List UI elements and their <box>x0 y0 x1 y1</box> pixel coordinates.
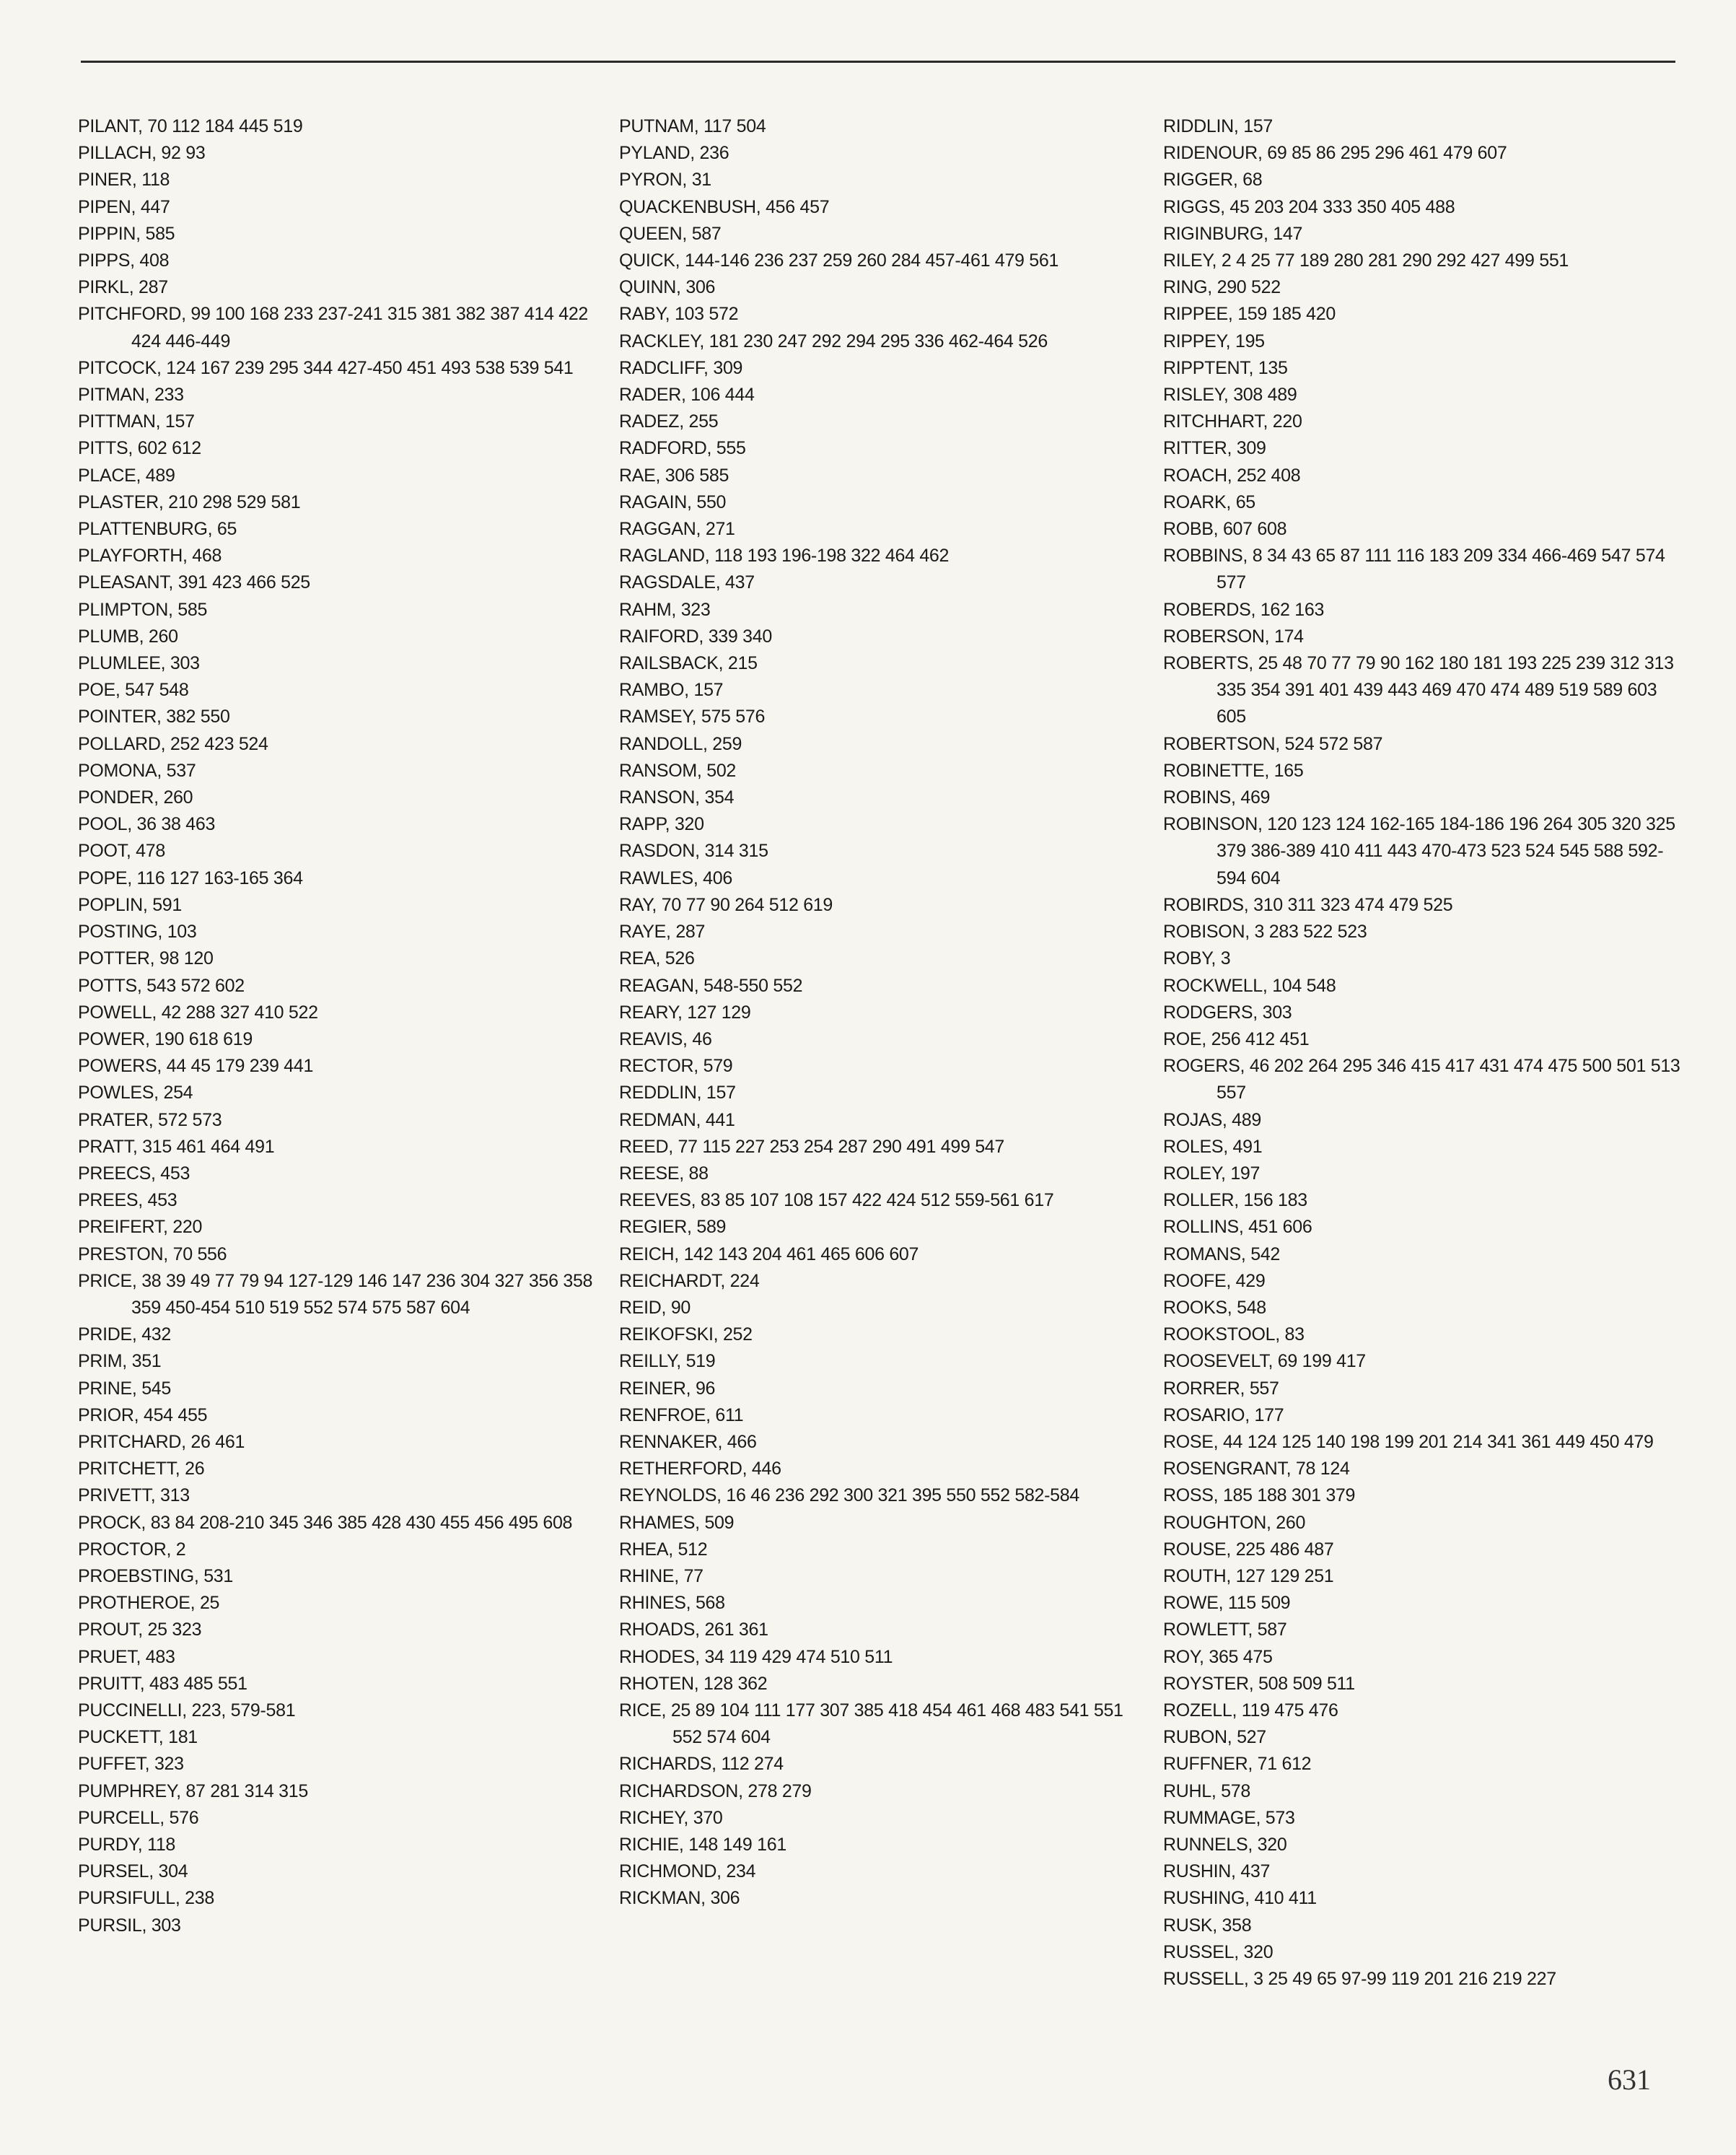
index-entry: RICHEY, 370 <box>619 1807 723 1828</box>
index-entry: PUMPHREY, 87 281 314 315 <box>78 1780 308 1801</box>
index-entry: PLUMLEE, 303 <box>78 653 200 674</box>
index-entry: REYNOLDS, 16 46 236 292 300 321 395 550 552 582-584 <box>619 1485 1079 1506</box>
index-entry: RANDOLL, 259 <box>619 733 742 754</box>
index-entry: PUFFET, 323 <box>78 1754 184 1775</box>
index-entry: PROCTOR, 2 <box>78 1539 186 1560</box>
index-entry: ROUSE, 225 486 487 <box>1163 1539 1334 1560</box>
index-entry: PRIVETT, 313 <box>78 1485 190 1506</box>
index-entry: ROBB, 607 608 <box>1163 519 1287 540</box>
index-entry: RAGSDALE, 437 <box>619 572 755 593</box>
index-entry: ROWE, 115 509 <box>1163 1593 1291 1614</box>
index-column-2 <box>619 113 1153 1913</box>
index-entry: POLLARD, 252 423 524 <box>78 733 268 754</box>
index-entry: POOT, 478 <box>78 841 165 862</box>
index-entry: PREES, 453 <box>78 1190 177 1211</box>
index-entry: RUBON, 527 <box>1163 1727 1266 1748</box>
index-entry: RUSK, 358 <box>1163 1915 1252 1936</box>
index-entry: RAHM, 323 <box>619 599 711 620</box>
index-entry: ROE, 256 412 451 <box>1163 1028 1310 1049</box>
index-entry: REEVES, 83 85 107 108 157 422 424 512 559-561 617 <box>619 1190 1054 1211</box>
index-entry: PIPPIN, 585 <box>78 223 175 244</box>
index-entry: RHINES, 568 <box>619 1593 725 1614</box>
index-entry: ROBERSON, 174 <box>1163 626 1304 647</box>
index-column-3 <box>1163 113 1683 1993</box>
index-entry: RUSSEL, 320 <box>1163 1941 1273 1962</box>
index-entry: PROCK, 83 84 208-210 345 346 385 428 430 455 456 495 608 <box>78 1512 573 1533</box>
index-entry: REGIER, 589 <box>619 1217 727 1238</box>
index-entry: ROOKSTOOL, 83 <box>1163 1324 1305 1345</box>
index-entry: POTTER, 98 120 <box>78 948 214 969</box>
index-entry: REESE, 88 <box>619 1163 709 1184</box>
index-entry: RENNAKER, 466 <box>619 1431 757 1452</box>
index-entry: RECTOR, 579 <box>619 1056 733 1077</box>
index-entry: RICHMOND, 234 <box>619 1861 756 1882</box>
index-entry: RAYE, 287 <box>619 922 706 943</box>
index-entry: REICH, 142 143 204 461 465 606 607 <box>619 1243 919 1264</box>
index-entry: ROSENGRANT, 78 124 <box>1163 1459 1350 1479</box>
index-entry: PITCOCK, 124 167 239 295 344 427-450 451 493 538 539 541 <box>78 357 574 378</box>
index-entry: RUSSELL, 3 25 49 65 97-99 119 201 216 219 227 <box>1163 1969 1556 1990</box>
index-entry: PRIDE, 432 <box>78 1324 172 1345</box>
index-entry: PLASTER, 210 298 529 581 <box>78 491 301 512</box>
index-entry: PURSIFULL, 238 <box>78 1888 214 1909</box>
index-entry: PIPPS, 408 <box>78 250 170 271</box>
index-entry: ROBY, 3 <box>1163 948 1231 969</box>
index-entry: POWELL, 42 288 327 410 522 <box>78 1002 318 1023</box>
index-entry: POMONA, 537 <box>78 760 196 781</box>
index-entry: QUEEN, 587 <box>619 223 722 244</box>
index-entry: RETHERFORD, 446 <box>619 1459 781 1479</box>
index-entry: PLEASANT, 391 423 466 525 <box>78 572 310 593</box>
index-entry: PLUMB, 260 <box>78 626 178 647</box>
index-entry: PUTNAM, 117 504 <box>619 116 766 136</box>
index-entry: ROYSTER, 508 509 511 <box>1163 1673 1355 1694</box>
index-entry: REILLY, 519 <box>619 1351 716 1372</box>
index-entry: RAY, 70 77 90 264 512 619 <box>619 894 833 915</box>
index-entry: POINTER, 382 550 <box>78 707 230 727</box>
index-entry: QUACKENBUSH, 456 457 <box>619 196 830 217</box>
index-entry: ROSE, 44 124 125 140 198 199 201 214 341 361 449 450 479 <box>1163 1431 1654 1452</box>
index-entry: ROUTH, 127 129 251 <box>1163 1565 1334 1586</box>
index-entry: RAE, 306 585 <box>619 465 729 486</box>
index-entry: RICHARDS, 112 274 <box>619 1754 784 1775</box>
index-entry: RHOTEN, 128 362 <box>619 1673 768 1694</box>
index-entry: POE, 547 548 <box>78 680 189 701</box>
index-entry: ROBERDS, 162 163 <box>1163 599 1325 620</box>
index-entry: ROACH, 252 408 <box>1163 465 1301 486</box>
index-entry: REAVIS, 46 <box>619 1028 712 1049</box>
index-entry: PRIM, 351 <box>78 1351 162 1372</box>
index-entry: RHOADS, 261 361 <box>619 1619 768 1640</box>
index-entry: PITTS, 602 612 <box>78 438 201 459</box>
index-entry: REICHARDT, 224 <box>619 1270 760 1291</box>
index-entry: ROOKS, 548 <box>1163 1297 1266 1318</box>
index-entry: PUCCINELLI, 223, 579-581 <box>78 1700 296 1721</box>
page-number: 631 <box>1608 2063 1651 2096</box>
index-entry: POPLIN, 591 <box>78 894 183 915</box>
index-entry: PROUT, 25 323 <box>78 1619 202 1640</box>
index-entry: RANSON, 354 <box>619 787 735 808</box>
index-entry: ROBINETTE, 165 <box>1163 760 1304 781</box>
index-entry: RILEY, 2 4 25 77 189 280 281 290 292 427 499 551 <box>1163 250 1569 271</box>
index-entry: PRINE, 545 <box>78 1378 172 1399</box>
index-entry: RUFFNER, 71 612 <box>1163 1754 1312 1775</box>
index-entry: ROJAS, 489 <box>1163 1109 1261 1130</box>
index-entry: ROZELL, 119 475 476 <box>1163 1700 1338 1721</box>
index-entry: ROBINSON, 120 123 124 162-165 184-186 196 264 305 320 325 379 386-389 410 411 443 470-473 523 524 545 588 592-594 604 <box>1163 814 1675 888</box>
index-entry: ROMANS, 542 <box>1163 1243 1281 1264</box>
index-entry: RORRER, 557 <box>1163 1378 1279 1399</box>
index-entry: PRICE, 38 39 49 77 79 94 127-129 146 147 236 304 327 356 358 359 450-454 510 519 552 574 575 587 604 <box>78 1270 593 1318</box>
index-entry: RICHARDSON, 278 279 <box>619 1780 812 1801</box>
index-entry: PLIMPTON, 585 <box>78 599 208 620</box>
index-entry: PITTMAN, 157 <box>78 411 195 432</box>
index-entry: RHAMES, 509 <box>619 1512 735 1533</box>
index-entry: REDDLIN, 157 <box>619 1083 736 1103</box>
index-entry: RICKMAN, 306 <box>619 1888 740 1909</box>
index-entry: RAIFORD, 339 340 <box>619 626 772 647</box>
index-entry: RIPPEY, 195 <box>1163 331 1265 351</box>
index-entry: ROLLER, 156 183 <box>1163 1190 1307 1211</box>
index-entry: ROOSEVELT, 69 199 417 <box>1163 1351 1366 1372</box>
index-entry: POPE, 116 127 163-165 364 <box>78 867 303 888</box>
index-entry: PINER, 118 <box>78 170 170 191</box>
index-entry: ROY, 365 475 <box>1163 1646 1273 1667</box>
index-entry: REIKOFSKI, 252 <box>619 1324 753 1345</box>
index-entry: RIPPEE, 159 185 420 <box>1163 304 1336 325</box>
index-entry: RASDON, 314 315 <box>619 841 768 862</box>
index-entry: PITMAN, 233 <box>78 385 184 406</box>
index-entry: ROWLETT, 587 <box>1163 1619 1287 1640</box>
index-entry: POTTS, 543 572 602 <box>78 975 245 996</box>
index-entry: RITTER, 309 <box>1163 438 1266 459</box>
index-entry: PRITCHARD, 26 461 <box>78 1431 245 1452</box>
index-entry: RUSHIN, 437 <box>1163 1861 1271 1882</box>
index-entry: PRITCHETT, 26 <box>78 1459 205 1479</box>
index-entry: PLACE, 489 <box>78 465 175 486</box>
index-entry: REAGAN, 548-550 552 <box>619 975 803 996</box>
index-entry: ROGERS, 46 202 264 295 346 415 417 431 474 475 500 501 513 557 <box>1163 1056 1680 1103</box>
index-entry: RUMMAGE, 573 <box>1163 1807 1295 1828</box>
header-rule <box>81 61 1675 63</box>
index-entry: ROBINS, 469 <box>1163 787 1271 808</box>
index-entry: PURSEL, 304 <box>78 1861 188 1882</box>
index-entry: PURCELL, 576 <box>78 1807 199 1828</box>
index-entry: PRESTON, 70 556 <box>78 1243 227 1264</box>
index-entry: PLATTENBURG, 65 <box>78 519 237 540</box>
index-entry: RADFORD, 555 <box>619 438 746 459</box>
index-entry: RHODES, 34 119 429 474 510 511 <box>619 1646 893 1667</box>
index-entry: RUHL, 578 <box>1163 1780 1250 1801</box>
index-entry: ROBISON, 3 283 522 523 <box>1163 922 1367 943</box>
index-entry: RISLEY, 308 489 <box>1163 385 1297 406</box>
index-entry: ROOFE, 429 <box>1163 1270 1266 1291</box>
index-entry: PYRON, 31 <box>619 170 711 191</box>
index-entry: RING, 290 522 <box>1163 277 1281 298</box>
index-entry: RAMBO, 157 <box>619 680 724 701</box>
index-entry: RAILSBACK, 215 <box>619 653 758 674</box>
index-entry: POSTING, 103 <box>78 922 197 943</box>
index-entry: POOL, 36 38 463 <box>78 814 216 835</box>
index-entry: PILANT, 70 112 184 445 519 <box>78 116 303 136</box>
index-entry: RAGGAN, 271 <box>619 519 735 540</box>
index-entry: ROBERTSON, 524 572 587 <box>1163 733 1383 754</box>
index-entry: RAMSEY, 575 576 <box>619 707 766 727</box>
index-entry: PIPEN, 447 <box>78 196 170 217</box>
index-entry: ROBIRDS, 310 311 323 474 479 525 <box>1163 894 1453 915</box>
index-entry: RAPP, 320 <box>619 814 704 835</box>
index-entry: RICE, 25 89 104 111 177 307 385 418 454 461 468 483 541 551 552 574 604 <box>619 1700 1123 1748</box>
index-entry: ROUGHTON, 260 <box>1163 1512 1306 1533</box>
index-entry: REDMAN, 441 <box>619 1109 735 1130</box>
index-entry: RHEA, 512 <box>619 1539 708 1560</box>
index-entry: POWER, 190 618 619 <box>78 1028 253 1049</box>
index-entry: RICHIE, 148 149 161 <box>619 1835 786 1855</box>
index-entry: PRIOR, 454 455 <box>78 1404 208 1425</box>
index-entry: QUICK, 144-146 236 237 259 260 284 457-461 479 561 <box>619 250 1059 271</box>
index-entry: RABY, 103 572 <box>619 304 739 325</box>
index-entry: RIGGS, 45 203 204 333 350 405 488 <box>1163 196 1455 217</box>
index-entry: PUCKETT, 181 <box>78 1727 198 1748</box>
index-entry: REINER, 96 <box>619 1378 716 1399</box>
index-entry: ROLES, 491 <box>1163 1136 1263 1157</box>
index-entry: RANSOM, 502 <box>619 760 737 781</box>
index-entry: ROSS, 185 188 301 379 <box>1163 1485 1356 1506</box>
index-entry: RIGINBURG, 147 <box>1163 223 1303 244</box>
index-entry: PLAYFORTH, 468 <box>78 546 222 567</box>
index-entry: RIDENOUR, 69 85 86 295 296 461 479 607 <box>1163 143 1507 164</box>
index-entry: RUSHING, 410 411 <box>1163 1888 1317 1909</box>
index-entry: PIRKL, 287 <box>78 277 168 298</box>
index-entry: ROSARIO, 177 <box>1163 1404 1284 1425</box>
index-entry: RADCLIFF, 309 <box>619 357 743 378</box>
index-entry: RIGGER, 68 <box>1163 170 1263 191</box>
index-entry: PRATT, 315 461 464 491 <box>78 1136 275 1157</box>
index-entry: POWERS, 44 45 179 239 441 <box>78 1056 314 1077</box>
index-entry: ROARK, 65 <box>1163 491 1255 512</box>
index-entry: POWLES, 254 <box>78 1083 193 1103</box>
index-entry: RIDDLIN, 157 <box>1163 116 1273 136</box>
index-entry: ROLLINS, 451 606 <box>1163 1217 1312 1238</box>
index-entry: PROTHEROE, 25 <box>78 1593 220 1614</box>
index-entry: PRUET, 483 <box>78 1646 175 1667</box>
index-entry: ROBBINS, 8 34 43 65 87 111 116 183 209 334 466-469 547 574 577 <box>1163 546 1665 593</box>
index-entry: PITCHFORD, 99 100 168 233 237-241 315 381 382 387 414 422 424 446-449 <box>78 304 589 351</box>
index-entry: RAGLAND, 118 193 196-198 322 464 462 <box>619 546 950 567</box>
index-entry: PYLAND, 236 <box>619 143 729 164</box>
index-entry: PREECS, 453 <box>78 1163 190 1184</box>
index-entry: REID, 90 <box>619 1297 691 1318</box>
index-entry: PILLACH, 92 93 <box>78 143 206 164</box>
index-entry: RAGAIN, 550 <box>619 491 727 512</box>
index-column-1 <box>78 113 612 1939</box>
index-entry: RAWLES, 406 <box>619 867 732 888</box>
index-entry: REA, 526 <box>619 948 695 969</box>
index-entry: RENFROE, 611 <box>619 1404 744 1425</box>
index-entry: RODGERS, 303 <box>1163 1002 1292 1023</box>
index-entry: PONDER, 260 <box>78 787 193 808</box>
index-entry: ROCKWELL, 104 548 <box>1163 975 1336 996</box>
index-entry: RUNNELS, 320 <box>1163 1835 1287 1855</box>
index-entry: RACKLEY, 181 230 247 292 294 295 336 462-464 526 <box>619 331 1048 351</box>
index-entry: RITCHHART, 220 <box>1163 411 1302 432</box>
index-entry: REARY, 127 129 <box>619 1002 751 1023</box>
index-entry: RADER, 106 444 <box>619 385 755 406</box>
index-entry: PROEBSTING, 531 <box>78 1565 234 1586</box>
index-entry: ROLEY, 197 <box>1163 1163 1261 1184</box>
index-entry: PRATER, 572 573 <box>78 1109 222 1130</box>
index-entry: PREIFERT, 220 <box>78 1217 203 1238</box>
index-entry: PURDY, 118 <box>78 1835 176 1855</box>
index-entry: RHINE, 77 <box>619 1565 703 1586</box>
index-entry: RIPPTENT, 135 <box>1163 357 1288 378</box>
index-entry: RADEZ, 255 <box>619 411 719 432</box>
index-entry: ROBERTS, 25 48 70 77 79 90 162 180 181 193 225 239 312 313 335 354 391 401 439 443 469 470 474 489 519 589 603 605 <box>1163 653 1674 727</box>
index-entry: REED, 77 115 227 253 254 287 290 491 499 547 <box>619 1136 1005 1157</box>
index-entry: PRUITT, 483 485 551 <box>78 1673 247 1694</box>
index-entry: PURSIL, 303 <box>78 1915 181 1936</box>
index-entry: QUINN, 306 <box>619 277 716 298</box>
